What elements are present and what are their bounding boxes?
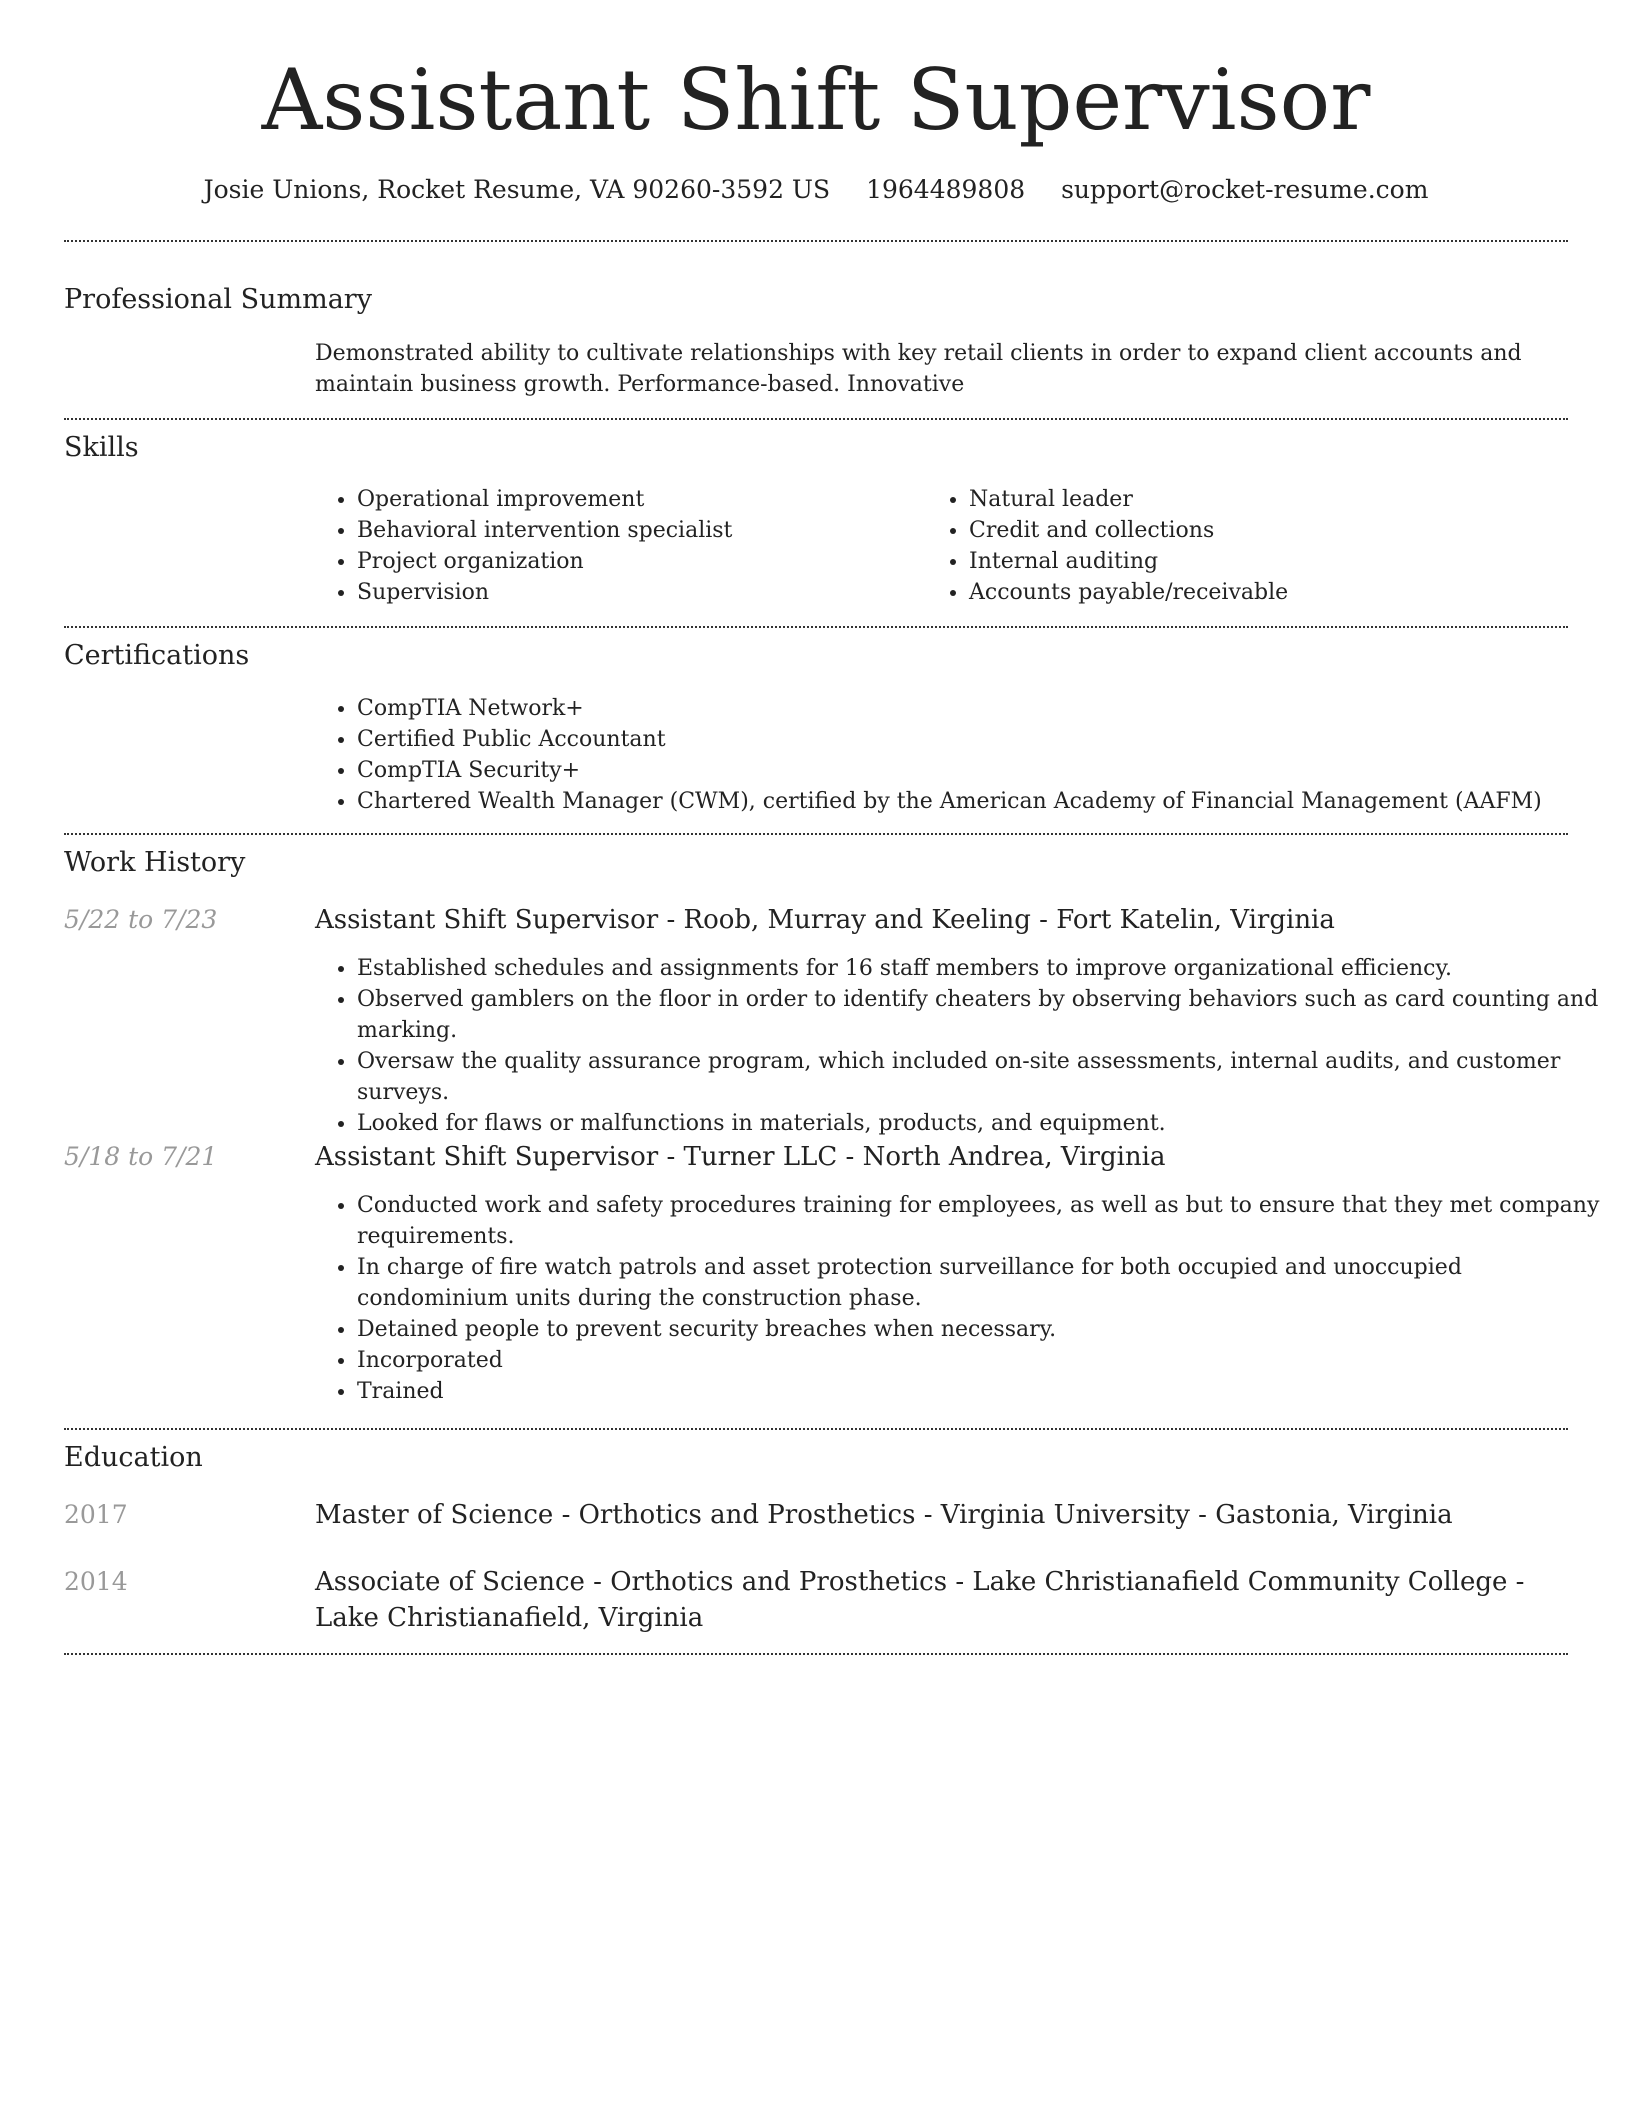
job-bullets: [313, 1190, 1607, 1407]
education-year: 2014: [64, 1567, 128, 1596]
job-bullet: • Detained people to prevent security breaches when necessary.: [357, 1314, 1607, 1345]
education-entry: Associate of Science - Orthotics and Prosthetics - Lake Christianafield Community College - Lake Christianafield, Virginia: [315, 1567, 1525, 1633]
divider: [64, 626, 1568, 628]
skill-item: • Operational improvement: [357, 484, 917, 515]
job-bullet: • In charge of fire watch patrols and asset protection surveillance for both occupied and unoccupied condominium units during the construction phase.: [357, 1252, 1607, 1314]
divider: [64, 240, 1568, 242]
job-bullet: • Oversaw the quality assurance program, which included on-site assessments, internal audits, and customer surveys.: [357, 1046, 1607, 1108]
skill-item: • Internal auditing: [969, 546, 1569, 577]
skills-list-left: [313, 484, 917, 608]
contact-email: support@rocket-resume.com: [1061, 175, 1429, 204]
summary-text: Demonstrated ability to cultivate relationships with key retail clients in order to expand client accounts and maintain business growth. Performance-based. Innovative: [315, 341, 1522, 397]
certifications-heading: Certifications: [64, 640, 250, 671]
job-bullet: • Incorporated: [357, 1345, 1607, 1376]
resume-title: Assistant Shift Supervisor: [261, 51, 1371, 149]
certification-item: • Certified Public Accountant: [357, 724, 1607, 755]
divider: [64, 1653, 1568, 1655]
job-bullet: • Conducted work and safety procedures training for employees, as well as but to ensure that they met company requirements.: [357, 1190, 1607, 1252]
divider: [64, 1428, 1568, 1430]
job-bullets: [313, 953, 1607, 1139]
job-title: Assistant Shift Supervisor - Turner LLC - North Andrea, Virginia: [315, 1142, 1166, 1172]
skills-list-right: [925, 484, 1569, 608]
skill-item: • Project organization: [357, 546, 917, 577]
certification-item: • Chartered Wealth Manager (CWM), certified by the American Academy of Financial Management (AAFM): [357, 786, 1607, 817]
certification-item: • CompTIA Network+: [357, 693, 1607, 724]
summary-heading: Professional Summary: [64, 284, 372, 315]
skill-item: • Accounts payable/receivable: [969, 577, 1569, 608]
job-bullet: • Looked for flaws or malfunctions in materials, products, and equipment.: [357, 1108, 1607, 1139]
skills-heading: Skills: [64, 432, 139, 463]
skill-item: • Credit and collections: [969, 515, 1569, 546]
education-year: 2017: [64, 1500, 128, 1529]
contact-address: Josie Unions, Rocket Resume, VA 90260-3592 US: [203, 175, 831, 204]
certification-item: • CompTIA Security+: [357, 755, 1607, 786]
contact-phone: 1964489808: [866, 175, 1026, 204]
contact-line: [0, 170, 1632, 210]
divider: [64, 833, 1568, 835]
divider: [64, 418, 1568, 420]
skill-item: • Behavioral intervention specialist: [357, 515, 917, 546]
certifications-list: [313, 693, 1607, 817]
job-title: Assistant Shift Supervisor - Roob, Murray and Keeling - Fort Katelin, Virginia: [315, 905, 1335, 935]
education-entry: Master of Science - Orthotics and Prosthetics - Virginia University - Gastonia, Virginia: [315, 1500, 1453, 1530]
job-bullet: • Trained: [357, 1376, 1607, 1407]
job-bullet: • Established schedules and assignments for 16 staff members to improve organizational efficiency.: [357, 953, 1607, 984]
skill-item: • Natural leader: [969, 484, 1569, 515]
job-dates: 5/22 to 7/23: [64, 905, 218, 934]
education-heading: Education: [64, 1442, 203, 1473]
skill-item: • Supervision: [357, 577, 917, 608]
job-dates: 5/18 to 7/21: [64, 1142, 218, 1171]
work-history-heading: Work History: [64, 847, 246, 878]
job-bullet: • Observed gamblers on the floor in order to identify cheaters by observing behaviors such as card counting and marking.: [357, 984, 1607, 1046]
